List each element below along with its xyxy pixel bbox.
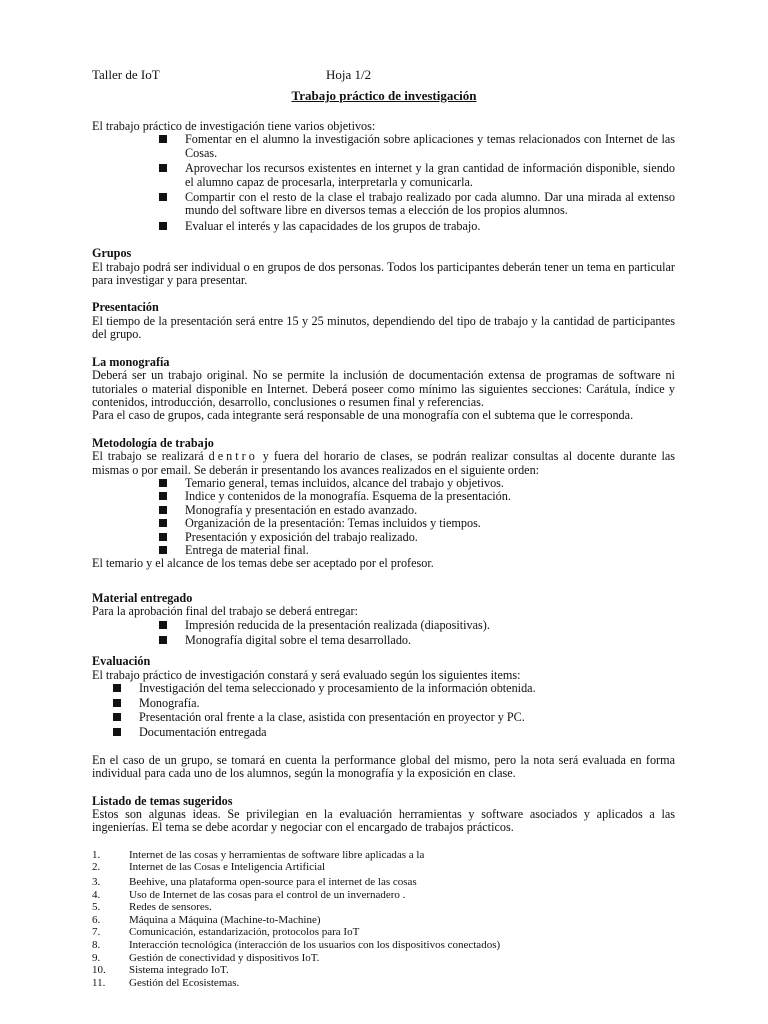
- intro-text: El trabajo práctico de investigación tiene varios objetivos:: [92, 119, 376, 133]
- list-item: [92, 220, 675, 233]
- square-bullet-icon: [113, 728, 121, 736]
- topics-list: [92, 849, 675, 990]
- list-item-text: Comunicación, estandarización, protocolos para IoT: [129, 926, 360, 939]
- page-number: Hoja 1/2: [326, 67, 372, 82]
- list-item-text: Sistema integrado IoT.: [129, 964, 229, 977]
- material-section: [92, 592, 675, 648]
- list-item: [92, 477, 675, 490]
- list-item-text: Presentación oral frente a la clase, asistida con presentación en proyector y PC.: [139, 710, 525, 725]
- course-name: Taller de IoT: [92, 67, 160, 82]
- monografia-section: [92, 356, 675, 423]
- section-heading: Evaluación: [92, 654, 151, 669]
- list-item-number: 8.: [92, 939, 101, 952]
- section-heading: Metodología de trabajo: [92, 435, 214, 450]
- list-item-text: Entrega de material final.: [185, 542, 309, 557]
- list-item-number: 11.: [92, 976, 106, 989]
- list-item-number: 2.: [92, 861, 101, 874]
- list-item-text: Interacción tecnológica (interacción de los usuarios con los dispositivos conectados): [129, 939, 501, 952]
- section-text-2: Para el caso de grupos, cada integrante será responsable de una monografía con el subtema que le corresponda.: [92, 408, 634, 423]
- list-item: [92, 711, 675, 724]
- list-item: [92, 133, 675, 160]
- list-item-text: Monografía.: [139, 695, 200, 710]
- list-item: [92, 531, 675, 544]
- section-closing-text: El temario y el alcance de los temas debe ser aceptado por el profesor.: [92, 556, 434, 571]
- list-item-text: Fomentar en el alumno la investigación sobre aplicaciones y temas relacionados con Internet de las Cosas.: [185, 132, 675, 160]
- list-item-number: 6.: [92, 913, 101, 926]
- document-title: [0, 89, 768, 102]
- deliverables-list: [92, 619, 675, 648]
- square-bullet-icon: [159, 546, 167, 554]
- list-item: [92, 876, 675, 889]
- presentacion-section: [92, 301, 675, 341]
- list-item-text: Presentación y exposición del trabajo realizado.: [185, 529, 418, 544]
- section-text: Estos son algunas ideas. Se privilegian en la evaluación herramientas y software asociados y aplicados a las ingenierías. El tema se debe acordar y negociar con el encargado de trabajos prácticos.: [92, 807, 675, 835]
- square-bullet-icon: [159, 135, 167, 143]
- section-text: Para la aprobación final del trabajo se deberá entregar:: [92, 604, 358, 619]
- list-item-text: Beehive, una plataforma open-source para el internet de las cosas: [129, 876, 417, 889]
- list-item: [92, 544, 675, 557]
- list-item-text: Gestión del Ecosistemas.: [129, 976, 240, 989]
- list-item-text: Documentación entregada: [139, 725, 267, 740]
- intro-section: [92, 120, 675, 233]
- list-item-text: Compartir con el resto de la clase el trabajo realizado por cada alumno. Dar una mirada al extenso mundo del software libre en diversos temas a elección de los propios alumnos.: [185, 190, 675, 218]
- list-item-number: 3.: [92, 876, 101, 889]
- list-item: [92, 517, 675, 530]
- square-bullet-icon: [159, 193, 167, 201]
- section-text: El trabajo práctico de investigación constará y será evaluado según los siguientes items:: [92, 667, 521, 682]
- list-item-text: Evaluar el interés y las capacidades de los grupos de trabajo.: [185, 218, 481, 233]
- list-item-text: Investigación del tema seleccionado y procesamiento de la información obtenida.: [139, 681, 536, 696]
- square-bullet-icon: [113, 699, 121, 707]
- square-bullet-icon: [159, 506, 167, 514]
- text-part: y fuera del horario de clases, se podrán realizar consultas al docente durante las mismas o por email. Se deberán ir presentando los avances realizados en el siguiente orden:: [92, 449, 676, 477]
- page-header: [92, 68, 692, 84]
- square-bullet-icon: [159, 621, 167, 629]
- list-item: [92, 952, 675, 965]
- list-item: [92, 634, 675, 647]
- evaluation-list: [92, 682, 675, 740]
- square-bullet-icon: [159, 222, 167, 230]
- list-item: [92, 490, 675, 503]
- list-item-text: Aprovechar los recursos existentes en internet y la gran cantidad de información disponible, siendo el alumno capaz de procesarla, interpretarla y comunicarla.: [185, 161, 675, 189]
- list-item: [92, 901, 675, 914]
- section-text: Deberá ser un trabajo original. No se permite la inclusión de documentación extensa de programas de software ni tutoriales o material disponible en Internet. Deberá poseer como mínimo las siguientes secciones: Carátula, índice y contenidos, introducción, desarrollo, conclusiones o resumen final y referencias.: [92, 368, 675, 409]
- list-item-text: Gestión de conectividad y dispositivos IoT.: [129, 951, 320, 964]
- list-item-text: Monografía y presentación en estado avanzado.: [185, 502, 418, 517]
- section-text: [92, 450, 675, 477]
- text-part-spaced: dentro: [208, 449, 258, 464]
- list-item: [92, 939, 675, 952]
- list-item-text: Monografía digital sobre el tema desarrollado.: [185, 633, 412, 647]
- list-item-number: 7.: [92, 926, 101, 939]
- list-item: [92, 861, 675, 874]
- list-item-number: 1.: [92, 848, 101, 861]
- section-heading: La monografía: [92, 354, 170, 369]
- square-bullet-icon: [159, 164, 167, 172]
- list-item-text: Máquina a Máquina (Machine-to-Machine): [129, 913, 321, 926]
- section-text: El tiempo de la presentación será entre 15 y 25 minutos, dependiendo del tipo de trabajo y la cantidad de participantes del grupo.: [92, 313, 675, 342]
- section-closing-text: En el caso de un grupo, se tomará en cuenta la performance global del mismo, pero la nota será evaluada en forma individual para cada uno de los alumnos, según la monografía y la exposición en clase.: [92, 752, 675, 781]
- list-item-text: Uso de Internet de las cosas para el control de un invernadero .: [129, 888, 406, 901]
- square-bullet-icon: [159, 492, 167, 500]
- square-bullet-icon: [159, 533, 167, 541]
- list-item: [92, 849, 675, 862]
- list-item-text: Organización de la presentación: Temas incluidos y tiempos.: [185, 516, 481, 531]
- list-item: [92, 191, 675, 218]
- square-bullet-icon: [113, 713, 121, 721]
- list-item: [92, 697, 675, 710]
- list-item: [92, 726, 675, 739]
- section-heading: Material entregado: [92, 590, 193, 605]
- section-heading: Presentación: [92, 300, 159, 315]
- list-item-number: 4.: [92, 888, 101, 901]
- list-item: [92, 504, 675, 517]
- square-bullet-icon: [159, 479, 167, 487]
- objectives-list: [92, 133, 675, 233]
- list-item: [92, 162, 675, 189]
- text-part: El trabajo se realizará: [92, 449, 204, 464]
- evaluacion-section: [92, 655, 675, 780]
- document-body: [92, 120, 675, 989]
- square-bullet-icon: [113, 684, 121, 692]
- list-item-text: Internet de las Cosas e Inteligencia Artificial: [129, 861, 326, 874]
- list-item-text: Impresión reducida de la presentación realizada (diapositivas).: [185, 617, 490, 632]
- list-item: [92, 889, 675, 902]
- list-item-number: 5.: [92, 901, 101, 914]
- steps-list: [92, 477, 675, 557]
- list-item-text: Indice y contenidos de la monografía. Esquema de la presentación.: [185, 489, 511, 504]
- list-item-text: Internet de las cosas y herramientas de software libre aplicadas a la: [129, 848, 425, 861]
- list-item: [92, 977, 675, 990]
- list-item: [92, 914, 675, 927]
- square-bullet-icon: [159, 519, 167, 527]
- section-heading: Listado de temas sugeridos: [92, 793, 233, 808]
- list-item: [92, 926, 675, 939]
- list-item-number: 9.: [92, 951, 101, 964]
- list-item: [92, 619, 675, 632]
- document-title-text: Trabajo práctico de investigación: [291, 88, 477, 103]
- list-item-text: Redes de sensores.: [129, 901, 212, 914]
- temas-section: [92, 795, 675, 990]
- square-bullet-icon: [159, 636, 167, 644]
- section-text: El trabajo podrá ser individual o en grupos de dos personas. Todos los participantes deberán tener un tema en particular para investigar y para presentar.: [92, 259, 675, 288]
- list-item-text: Temario general, temas incluidos, alcance del trabajo y objetivos.: [185, 475, 504, 490]
- list-item-number: 10.: [92, 964, 106, 977]
- list-item: [92, 964, 675, 977]
- metodologia-section: [92, 437, 675, 571]
- grupos-section: [92, 247, 675, 287]
- list-item: [92, 682, 675, 695]
- section-heading: Grupos: [92, 246, 132, 261]
